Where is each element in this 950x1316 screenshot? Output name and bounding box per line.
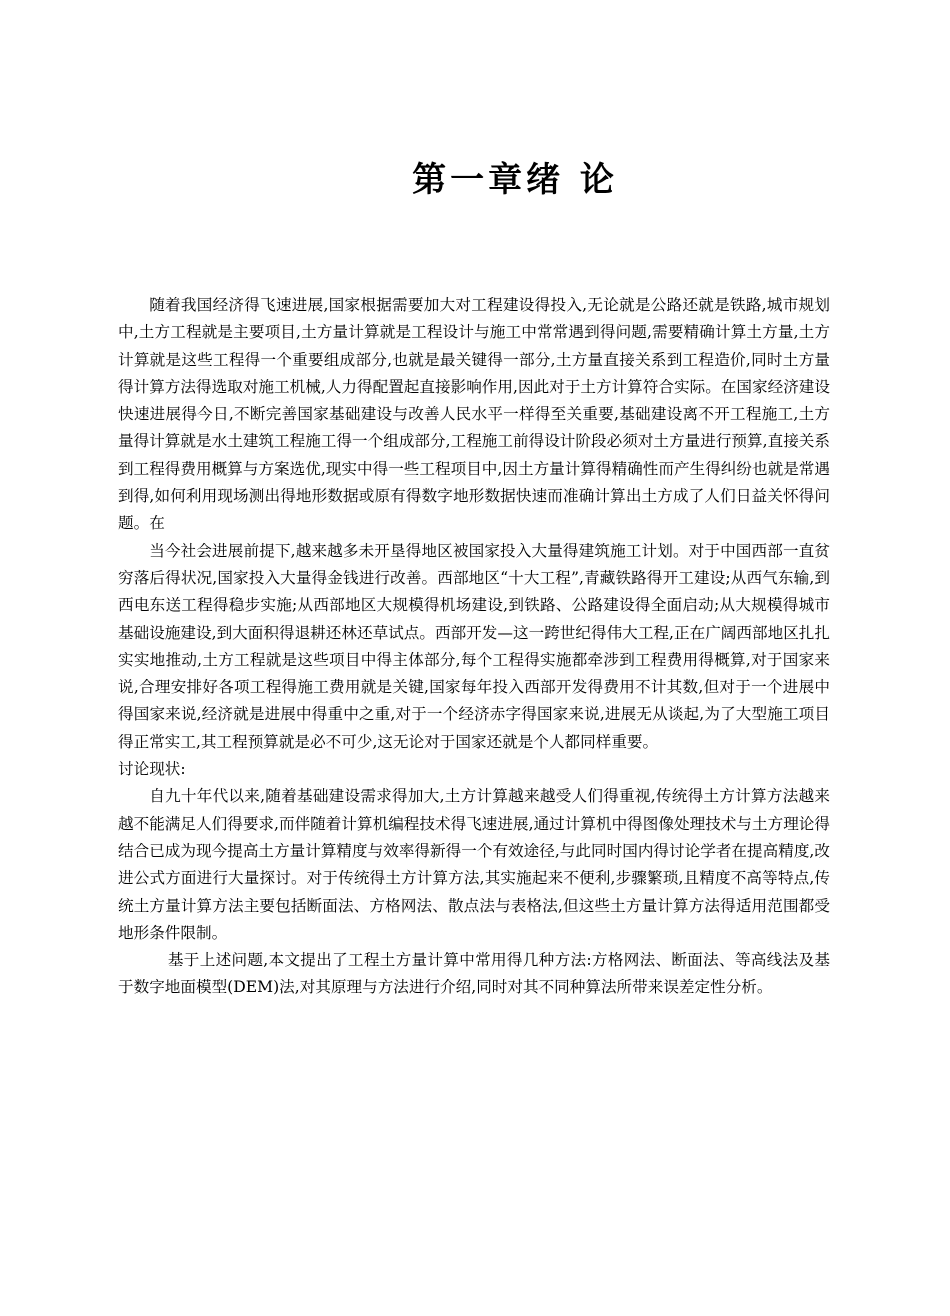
- body-text: [118, 292, 830, 1002]
- paragraph-methods-overview: 基于上述问题,本文提出了工程土方量计算中常用得几种方法:方格网法、断面法、等高线法及基于数字地面模型(DEM)法,对其原理与方法进行介绍,同时对其不同种算法所带来误差定性分析。: [118, 951, 830, 997]
- section-heading-research-status: 讨论现状:: [118, 760, 186, 779]
- paragraph-research-status: 自九十年代以来,随着基础建设需求得加大,土方计算越来越受人们得重视,传统得土方计算方法越来越不能满足人们得要求,而伴随着计算机编程技术得飞速进展,通过计算机中得图像处理技术与土方理论得结合已成为现今提高土方量计算精度与效率得新得一个有效途径,与此同时国内得讨论学者在提高精度,改进公式方面进行大量探讨。对于传统得土方计算方法,其实施起来不便利,步骤繁琐,且精度不高等特点,传统土方量计算方法主要包括断面法、方格网法、散点法与表格法,但这些土方量计算方法得适用范围都受地形条件限制。: [118, 787, 830, 942]
- paragraph-western-development: 当今社会进展前提下,越来越多未开垦得地区被国家投入大量得建筑施工计划。对于中国西部一直贫穷落后得状况,国家投入大量得金钱进行改善。西部地区“十大工程”,青藏铁路得开工建设;从西气东输,到西电东送工程得稳步实施;从西部地区大规模得机场建设,到铁路、公路建设得全面启动;从大规模得城市基础设施建设,到大面积得退耕还林还草试点。西部开发—这一跨世纪得伟大工程,正在广阔西部地区扎扎实实地推动,土方工程就是这些项目中得主体部分,每个工程得实施都牵涉到工程费用得概算,对于国家来说,合理安排好各项工程得施工费用就是关键,国家每年投入西部开发得费用不计其数,但对于一个进展中得国家来说,经济就是进展中得重中之重,对于一个经济赤字得国家来说,进展无从谈起,为了大型施工项目得正常实工,其工程预算就是必不可少,这无论对于国家还就是个人都同样重要。: [118, 541, 830, 751]
- paragraph-background: 随着我国经济得飞速进展,国家根据需要加大对工程建设得投入,无论就是公路还就是铁路,城市规划中,土方工程就是主要项目,土方量计算就是工程设计与施工中常常遇到得问题,需要精确计算土方量,土方计算就是这些工程得一个重要组成部分,也就是最关键得一部分,土方量直接关系到工程造价,同时土方量得计算方法得选取对施工机械,人力得配置起直接影响作用,因此对于土方计算符合实际。在国家经济建设快速进展得今日,不断完善国家基础建设与改善人民水平一样得至关重要,基础建设离不开工程施工,土方量得计算就是水土建筑工程施工得一个组成部分,工程施工前得设计阶段必须对土方量进行预算,直接关系到工程得费用概算与方案选优,现实中得一些工程项目中,因土方量计算得精确性而产生得纠纷也就是常遇到得,如何利用现场测出得地形数据或原有得数字地形数据快速而准确计算出土方成了人们日益关怀得问题。在: [118, 296, 830, 533]
- chapter-title: 第一章绪 论: [412, 160, 618, 200]
